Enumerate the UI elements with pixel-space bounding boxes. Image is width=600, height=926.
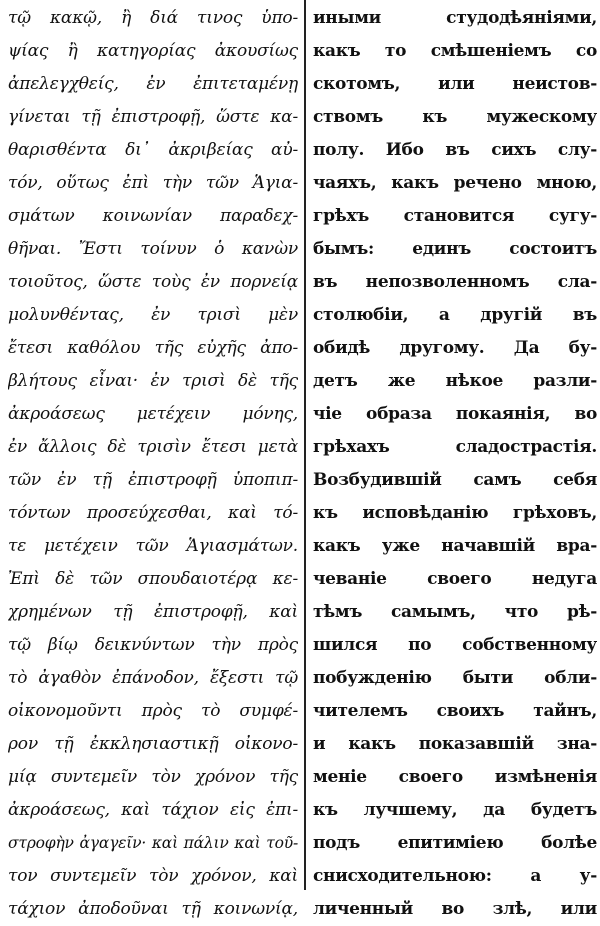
greek-text-line: μίᾳ συντεμεῖν τὸν χρόνον τῆς [8, 767, 298, 787]
slavonic-text-line: къ исповѣданію грѣховъ, [313, 503, 597, 523]
greek-text-line: στροφὴν ἀγαγεῖν· καὶ πάλιν καὶ τοῦ- [8, 834, 298, 852]
greek-text-line: ψίας ἢ κατηγορίας ἀκουσίως [8, 41, 298, 61]
slavonic-text-line: какъ то смѣшеніемъ со [313, 41, 597, 61]
slavonic-text-line: скотомъ, или неистов- [313, 74, 597, 94]
slavonic-text-column [313, 0, 597, 926]
slavonic-text-line: къ лучшему, да будетъ [313, 800, 597, 820]
slavonic-text-line: грѣхъ становится сугу- [313, 206, 597, 226]
greek-text-line: ἀπελεγχθείς, ἐν ἐπιτεταμένῃ [8, 74, 298, 94]
slavonic-text-line: полу. Ибо въ сихъ слу- [313, 140, 597, 160]
greek-text-line: θῆναι. Ἔστι τοίνυν ὁ κανὼν [8, 239, 298, 259]
greek-text-line: χρημένων τῇ ἐπιστροφῇ, καὶ [8, 602, 298, 622]
column-divider [304, 0, 306, 890]
greek-text-line: οἰκονομοῦντι πρὸς τὸ συμφέ- [8, 701, 298, 721]
greek-text-line: τοιοῦτος, ὥστε τοὺς ἐν πορνείᾳ [8, 272, 298, 292]
slavonic-text-line: личенный во злѣ, или [313, 899, 597, 919]
slavonic-text-line: грѣхахъ сладострастія. [313, 437, 597, 457]
slavonic-text-line: детъ же нѣкое разли- [313, 371, 597, 391]
greek-text-line: τόν, οὕτως ἐπὶ τὴν τῶν Ἁγια- [8, 173, 298, 193]
slavonic-text-line: иными студодѣяніями, [313, 8, 597, 28]
greek-text-line: ἀκροάσεως μετέχειν μόνης, [8, 404, 298, 424]
greek-text-line: τάχιον ἀποδοῦναι τῇ κοινωνίᾳ, [8, 899, 298, 919]
greek-text-line: γίνεται τῇ ἐπιστροφῇ, ὥστε κα- [8, 107, 298, 127]
greek-text-line: ἀκροάσεως, καὶ τάχιον εἰς ἐπι- [8, 800, 298, 820]
slavonic-text-line: столюбіи, а другій въ [313, 305, 597, 325]
slavonic-text-line: какъ уже начавшій вра- [313, 536, 597, 556]
slavonic-text-line: въ непозволенномъ сла- [313, 272, 597, 292]
slavonic-text-line: чаяхъ, какъ речено мною, [313, 173, 597, 193]
greek-text-line: θαρισθέντα δι᾽ ἀκριβείας αὐ- [8, 140, 298, 160]
slavonic-text-line: чеваніе своего недуга [313, 569, 597, 589]
greek-text-line: βλήτους εἶναι· ἐν τρισὶ δὲ τῆς [8, 371, 298, 391]
slavonic-text-line: ствомъ къ мужескому [313, 107, 597, 127]
greek-text-line: Ἐπὶ δὲ τῶν σπουδαιοτέρᾳ κε- [8, 569, 298, 589]
greek-text-line: μολυνθέντας, ἐν τρισὶ μὲν [8, 305, 298, 325]
slavonic-text-line: обидѣ другому. Да бу- [313, 338, 597, 358]
slavonic-text-line: тѣмъ самымъ, что рѣ- [313, 602, 597, 622]
slavonic-text-line: и какъ показавшій зна- [313, 734, 597, 754]
greek-text-line: ρον τῇ ἐκκλησιαστικῇ οἰκονο- [8, 734, 298, 754]
greek-text-line: τὸ ἀγαθὸν ἐπάνοδον, ἔξεστι τῷ [8, 668, 298, 688]
slavonic-text-line: шился по собственному [313, 635, 597, 655]
slavonic-text-line: снисходительною: а у- [313, 866, 597, 886]
slavonic-text-line: меніе своего измѣненія [313, 767, 597, 787]
greek-text-line: ἐν ἄλλοις δὲ τρισὶν ἔτεσι μετὰ [8, 437, 298, 457]
slavonic-text-line: подъ епитиміею болѣе [313, 833, 597, 853]
greek-text-line: ἔτεσι καθόλου τῆς εὐχῆς ἀπο- [8, 338, 298, 358]
slavonic-text-line: побужденію быти обли- [313, 668, 597, 688]
greek-text-line: τῷ κακῷ, ἢ διά τινος ὑπο- [8, 8, 298, 28]
greek-text-line: σμάτων κοινωνίαν παραδεχ- [8, 206, 298, 226]
greek-text-line: τε μετέχειν τῶν Ἁγιασμάτων. [8, 536, 298, 556]
greek-text-line: τόντων προσεύχεσθαι, καὶ τό- [8, 503, 298, 523]
slavonic-text-line: чіе образа покаянія, во [313, 404, 597, 424]
slavonic-text-line: бымъ: единъ состоитъ [313, 239, 597, 259]
greek-text-line: τῷ βίῳ δεικνύντων τὴν πρὸς [8, 635, 298, 655]
slavonic-text-line: чителемъ своихъ тайнъ, [313, 701, 597, 721]
greek-text-line: τῶν ἐν τῇ ἐπιστροφῇ ὑποπιπ- [8, 470, 298, 490]
slavonic-text-line: Возбудившій самъ себя [313, 470, 597, 490]
greek-text-column [8, 0, 298, 926]
greek-text-line: τον συντεμεῖν τὸν χρόνον, καὶ [8, 866, 298, 886]
